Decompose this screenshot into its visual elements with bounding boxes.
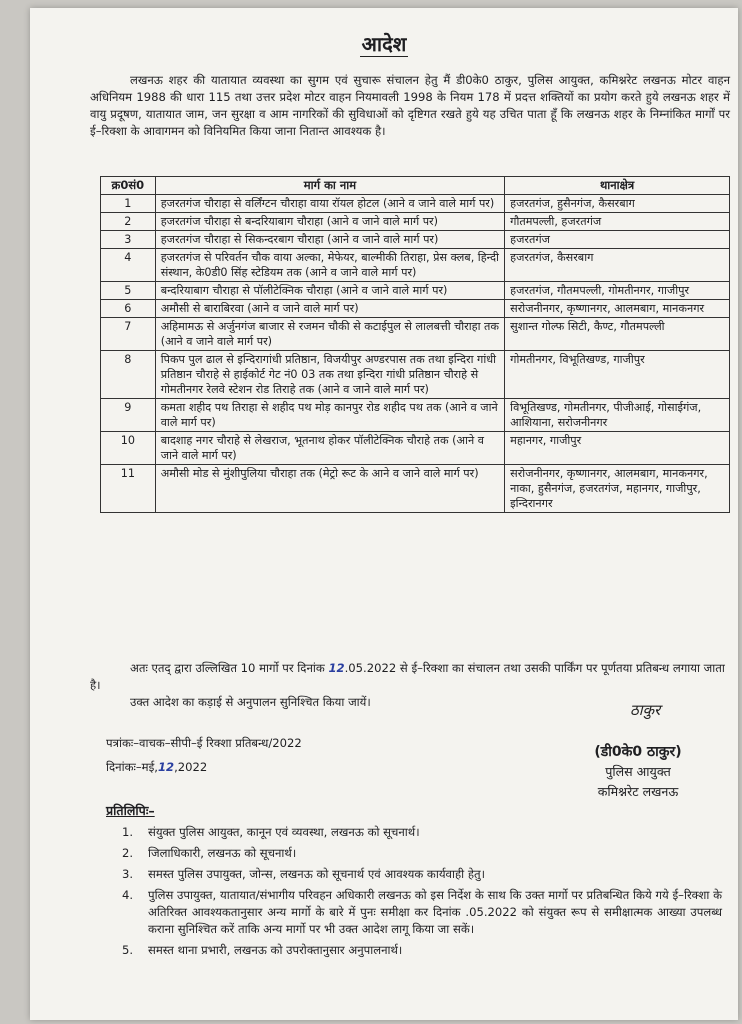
row-serial: 5	[101, 282, 156, 300]
signatory-office: कमिश्नरेट लखनऊ	[597, 784, 679, 799]
intro-paragraph: लखनऊ शहर की यातायात व्यवस्था का सुगम एवं सुचारू संचालन हेतु मैं डी0के0 ठाकुर, पुलिस आयुक्त, कमिश्नरेट लखनऊ मोटर वाहन अधिनियम 1988 की धारा 115 तथा उत्तर प्रदेश मोटर वाहन नियमावली 1998 के नियम 178 में प्रदत्त शक्तियों का प्रयोग करते हुये लखनऊ शहर में वायु प्रदूषण, यातायात जाम, जन सुरक्षा व आम नागरिकों की सुविधाओं को दृष्टिगत रखते हुये यह उचित पाता हूँ कि लखनऊ शहर के निम्नांकित मार्गों पर ई–रिक्शा के आवागमन को विनियमित किया जाना नितान्त आवश्यक है।	[90, 73, 730, 138]
list-item: 1. संयुक्त पुलिस आयुक्त, कानून एवं व्यवस्था, लखनऊ को सूचनार्थ।	[122, 825, 420, 839]
table-row	[101, 300, 730, 318]
row-route: कमता शहीद पथ तिराहा से शहीद पथ मोड़ कानपुर रोड शहीद पथ तक (आने व जाने वाले मार्ग पर)	[155, 399, 504, 432]
row-area: हजरतगंज	[505, 231, 730, 249]
row-serial: 3	[101, 231, 156, 249]
row-serial: 7	[101, 318, 156, 351]
table-row	[101, 432, 730, 465]
row-serial: 1	[101, 195, 156, 213]
row-area: विभूतिखण्ड, गोमतीनगर, पीजीआई, गोसाईगंज, आशियाना, सरोजनीनगर	[505, 399, 730, 432]
row-route: हजरतगंज चौराहा से सिकन्दरबाग चौराहा (आने व जाने वाले मार्ग पर)	[155, 231, 504, 249]
row-route: हजरतगंज चौराहा से वर्लिंग्टन चौराहा वाया रॉयल होटल (आने व जाने वाले मार्ग पर)	[155, 195, 504, 213]
table-row	[101, 231, 730, 249]
list-item: 3. समस्त पुलिस उपायुक्त, जोन्स, लखनऊ को सूचनार्थ एवं आवश्यक कार्यवाही हेतु।	[122, 867, 486, 881]
list-item: 2. जिलाधिकारी, लखनऊ को सूचनार्थ।	[122, 846, 297, 860]
cc-list	[122, 824, 722, 963]
table-header-row	[101, 177, 730, 195]
row-serial: 10	[101, 432, 156, 465]
row-route: पिकप पुल ढाल से इन्दिरागांधी प्रतिष्ठान, विजयीपुर अण्डरपास तक तथा इन्दिरा गांधी प्रतिष्ठान चौराहे से हाईकोर्ट गेट नं0 03 तक तथा इन्दिरा गांधी प्रतिष्ठान चौराहे से गोमतीनगर रेलवे स्टेशन रोड तिराहे तक (आने व जाने वाले मार्ग पर)	[155, 351, 504, 399]
list-item: 4. पुलिस उपायुक्त, यातायात/संभागीय परिवहन अधिकारी लखनऊ को इस निर्देश के साथ कि उक्त मार्गो पर प्रतिबन्धित किये गये ई–रिक्शा के अतिरिक्त आवश्यकतानुसार अन्य मार्गो के बारे में पुनः समीक्षा कर दिनांक .05.2022 को संयुक्त रूप से समीक्षात्मक आख्या उपलब्ध कराना सुनिश्चित करें ताकि अन्य मार्गो पर भी उक्त आदेश लागू किया जा सकें।	[122, 888, 722, 936]
routes-table	[100, 176, 730, 513]
header-serial: क्र0सं0	[101, 177, 156, 195]
compliance-statement: उक्त आदेश का कड़ाई से अनुपालन सुनिश्चित किया जायें।	[130, 695, 371, 709]
list-item: 5. समस्त थाना प्रभारी, लखनऊ को उपरोक्तानुसार अनुपालनार्थ।	[122, 943, 403, 957]
header-police-station: थानाक्षेत्र	[505, 177, 730, 195]
signatory-name: (डी0के0 ठाकुर)	[594, 744, 682, 760]
document-page	[30, 8, 738, 1020]
row-route: हजरतगंज चौराहा से बन्दरियाबाग चौराहा (आने व जाने वाले मार्ग पर)	[155, 213, 504, 231]
row-serial: 11	[101, 465, 156, 513]
row-area: गौतमपल्ली, हजरतगंज	[505, 213, 730, 231]
row-route: अहिमामऊ से अर्जुनगंज बाजार से रजमन चौकी से कटाईपुल से लालबत्ती चौराहा तक (आने व जाने वाले मार्ग पर)	[155, 318, 504, 351]
signatory-designation: पुलिस आयुक्त	[605, 764, 671, 779]
table-row	[101, 195, 730, 213]
row-route: बन्दरियाबाग चौराहा से पॉलीटेक्निक चौराहा (आने व जाने वाले मार्ग पर)	[155, 282, 504, 300]
row-area: सरोजनीनगर, कृष्णानगर, आलमबाग, मानकनगर, नाका, हुसैनगंज, हजरतगंज, महानगर, गाजीपुर, इन्दिरानगर	[505, 465, 730, 513]
row-route: हजरतगंज से परिवर्तन चौक वाया अल्का, मेफेयर, बाल्मीकी तिराहा, प्रेस क्लब, हिन्दी संस्थान, के0डी0 सिंह स्टेडियम तक (आने व जाने वाले मार्ग पर)	[155, 249, 504, 282]
document-title: आदेश	[361, 32, 407, 56]
row-area: सरोजनीनगर, कृष्णानगर, आलमबाग, मानकनगर	[505, 300, 730, 318]
table-row	[101, 465, 730, 513]
table-row	[101, 399, 730, 432]
row-area: गोमतीनगर, विभूतिखण्ड, गाजीपुर	[505, 351, 730, 399]
row-serial: 9	[101, 399, 156, 432]
signatory-block	[548, 742, 728, 802]
row-route: अमौसी मोड से मुंशीपुलिया चौराहा तक (मेट्रो रूट के आने व जाने वाले मार्ग पर)	[155, 465, 504, 513]
ban-statement: अतः एतद् द्वारा उल्लिखित 10 मार्गो पर दिनांक 12.05.2022 से ई–रिक्शा का संचालन तथा उसकी पार्किंग पर पूर्णतया प्रतिबन्ध लगाया जाता है।	[90, 661, 725, 692]
cc-heading: प्रतिलिपिः–	[106, 803, 155, 818]
table-row	[101, 213, 730, 231]
table-row	[101, 282, 730, 300]
letter-date: दिनांकः–मई,12,2022	[106, 760, 208, 774]
table-row	[101, 249, 730, 282]
row-serial: 2	[101, 213, 156, 231]
row-area: हजरतगंज, गौतमपल्ली, गोमतीनगर, गाजीपुर	[505, 282, 730, 300]
letter-reference: पत्रांकः–वाचक–सीपी–ई रिक्शा प्रतिबन्ध/2022	[106, 736, 302, 750]
row-serial: 4	[101, 249, 156, 282]
row-area: महानगर, गाजीपुर	[505, 432, 730, 465]
handwritten-day: 12	[328, 661, 345, 675]
row-area: हजरतगंज, हुसैनगंज, कैसरबाग	[505, 195, 730, 213]
row-area: सुशान्त गोल्फ सिटी, कैण्ट, गौतमपल्ली	[505, 318, 730, 351]
table-row	[101, 318, 730, 351]
row-serial: 6	[101, 300, 156, 318]
table-row	[101, 351, 730, 399]
row-route: बादशाह नगर चौराहे से लेखराज, भूतनाथ होकर पॉलीटेक्निक चौराहे तक (आने व जाने वाले मार्ग पर)	[155, 432, 504, 465]
row-route: अमौसी से बाराबिरवा (आने व जाने वाले मार्ग पर)	[155, 300, 504, 318]
handwritten-date: 12	[157, 760, 175, 774]
row-serial: 8	[101, 351, 156, 399]
header-route: मार्ग का नाम	[155, 177, 504, 195]
signature-icon: ठाकुर	[630, 701, 661, 719]
row-area: हजरतगंज, कैसरबाग	[505, 249, 730, 282]
